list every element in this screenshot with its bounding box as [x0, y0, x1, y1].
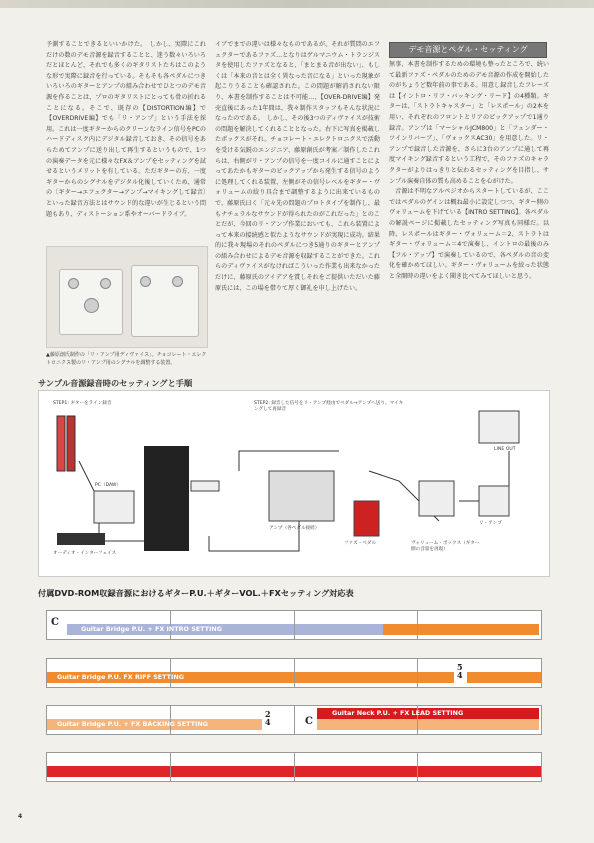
device-photo — [46, 246, 208, 348]
row2-label: Guitar Bridge P.U. FX RIFF SETTING — [57, 673, 185, 681]
reamp-label: リ・アンプ — [479, 521, 502, 526]
volume-box-icon — [419, 481, 454, 516]
row3-label: Guitar Bridge P.U. + FX BACKING SETTING — [57, 720, 208, 728]
interface-icon — [57, 533, 105, 545]
laptop-icon — [479, 411, 519, 443]
laptop-icon — [94, 491, 134, 523]
pc-label: PC（DAW） — [95, 483, 122, 488]
segment-orange — [383, 624, 539, 635]
pedal-device-left — [59, 269, 123, 335]
amp-stack-icon — [144, 446, 189, 551]
diagram-note-left: STEP1: ギターをライン録音 — [53, 401, 112, 406]
setting-row-final — [46, 752, 542, 782]
photo-caption: ▲藤原創氏制作の「リ・アンプ用ディヴァイス」。チョコレート・エレクトロニクス製のリ・アンプ用のシグナルを調整する装置。 — [46, 352, 207, 366]
table-title: 付属DVD-ROM収録音源におけるギターP.U.＋ギターVOL.＋FXセッティング対応表 — [38, 588, 354, 598]
clef-symbol: C — [51, 617, 59, 628]
time-signature: 2 4 — [265, 709, 271, 727]
text-column-1: 予測することできるといいかけた。 しかし、実際にこれだけの数のデモ音源を録音することと、迷う数々いろいろだとほとんど、それでも多くのギタリストたちはこのような形で実際に録音を行っている。そもそも各ペダルにつきいろいろのギターとアンプの組み合わせでひとつのデモ音源を作ることは、プロのギタリストにとっても骨の折れることになる。そこで、既存の【DISTORTION編】で【OVERDRIVE編】でも「リ・アンプ」という手法を採用。これは一度ギターからのクリーンなライン信号をPCのハードディスク内にデジタル録音しておき、その信号をあらためてアンプに送り出して再生するというもので、1つの演奏データを元に様々なFX＆アンプをセッティングを試せるというメリットを有している。ただギターの方、一度ギターからのシグナルをデジタル化後していくため、通常の〔ギター→エフェクター→アンプ→マイキングして録音〕といった録音方法とはサウンド的な違いが生じるという問題もあり、ディストーション系やオーバードライブ。 — [46, 41, 206, 218]
combo-amp-icon — [269, 471, 334, 521]
top-bar — [0, 0, 594, 8]
segment-backing-2 — [317, 719, 539, 730]
mic-icon — [191, 481, 219, 491]
section-title: デモ音源とペダル・セッティング — [389, 42, 547, 58]
segment-riff-2 — [467, 672, 541, 683]
fuzz-pedal-icon — [354, 501, 379, 536]
pedal-device-right — [131, 265, 199, 337]
time-signature: 5 4 — [457, 662, 463, 680]
lineout-label: LINE OUT — [494, 447, 516, 452]
knob-icon — [100, 278, 111, 289]
row1-label: Guitar Bridge P.U. + FX INTRO SETTING — [81, 625, 222, 633]
knob-icon — [84, 298, 99, 313]
setting-row-riff — [46, 658, 542, 688]
clef-symbol: C — [305, 716, 313, 727]
knob-icon — [172, 276, 183, 287]
guitar-icon — [67, 416, 75, 471]
pedal-label: ファズ・ペダル — [344, 541, 377, 546]
setting-row-intro — [46, 610, 542, 640]
text-column-3: 無事、本書を制作するための環境も整ったところで、続いて最新ファズ・ペダルのためのデモ音源の作成を開始したのがちょうど数年前の事である。用意し録音したフレーズは【イントロ・リフ・バッキング・リード】の4種類。ギターは、「ストラトキャスター」と「レスポール」の2本を用い、それぞれのフロントとリアのピックアップで1通り録音。アンプは「マーシャルJCM800」と「フェンダー・ツインリバーブ」、「ヴォックスAC30」を用意した。リ・アンプで録音した音源を、さらに3台のアンプに通して再度マイキング録音するという工程で、そのファズのキャラクターがよりはっきりと伝わるセッティングを目指し、サンプル演奏自体の質も高めることを心がけた。 音源は不明なアルペジオからスタートしているが、ここではペダルのゲインは概ね最小に設定しつつ、ギター側のヴォリュームを下げている【INTRO SETTING】。各ペダルの解説ページに掲載したセッティング写真も同様だ。以降、レスポールはギター・ヴォリューム＝2、ストラトはギター・ヴォリューム＝4で演奏し、イントロの最後のみ【フル・アップ】で演奏しているので、各ペダルの音の変化を確かめてほしい。ギター・ヴォリュームを絞った状態と全開時の違いをよく聞き比べてみてほしいと思う。 — [389, 61, 549, 280]
row3b-label: Guitar Neck P.U. + FX LEAD SETTING — [332, 709, 464, 717]
interface-label: オーディオ・インターフェイス — [53, 551, 117, 556]
setup-diagram — [38, 390, 550, 577]
diagram-note-mid: STEP2: 録音した信号をリ・アンプ経由でペダル→アンプへ送り、マイキングして再録音 — [254, 401, 404, 412]
guitar-icon — [57, 416, 65, 471]
knob-icon — [68, 278, 79, 289]
text-column-2: イブでまでの違いは様々なものであるが、それが質問のエフェクターであるファズ…となりはゲルマニウム・トランジスタを使用したファズとなると、「まとまる音が出ない」、もしくは「本来の音とは全く異なった音になる」といった現象が起こりうることも確認された。この問題が解消されない限り、本書を制作することは不可能…、【OVER-DRIVE編】発売直後にあった1年間は、我々制作スタッフもそんな状況になったのである。 しかし、その後3つのディヴァイスが技術の問題を解決してくれることとなった。右下に写真を掲載したボックスがそれ。チョコレート・エレクトロニクスで活動を受ける気鋭のエンジニア、藤原創氏が考案／制作したこれらは、右側がリ・アンプの信号を一度コイルに通すことによってあたかもギターのピックアップから発生する信号のように処理してくれる装置、左側がその信号レベルをギター・ヴォリュームの絞り具合まで調整するように出来ているもので、藤原氏曰く「元々先の問題のプロトタイプを制作し、最もナチュラルなサウンドが得られたのがこれだった」とのことだが、今回のリ・アンプ作業においても、これら装置によって本来の接続感と似たようなサウンドが実現に成功。結果的に我々現場のそれのペダルにつき5通りのギターとアンプの組み合わせによるデモ音源を収録することができた。これらのディヴァイスがなければこういった作業も出来なかっただけに、藤原氏のアイデアを賞しそれをご提供いただいた藤原氏には、この場を借りて厚く御礼を申し上げたい。 — [215, 41, 380, 292]
diagram-title: サンプル音源録音時のセッティングと手順 — [38, 378, 193, 388]
volume-label: ヴォリューム・ボックス（ギター側の音量を再現） — [411, 541, 480, 552]
amp-label: アンプ（各ペダル接続） — [269, 526, 320, 531]
knob-icon — [140, 276, 151, 287]
page-number: 4 — [18, 813, 23, 820]
reamp-box-icon — [479, 486, 509, 516]
setting-row-backing — [46, 705, 542, 735]
